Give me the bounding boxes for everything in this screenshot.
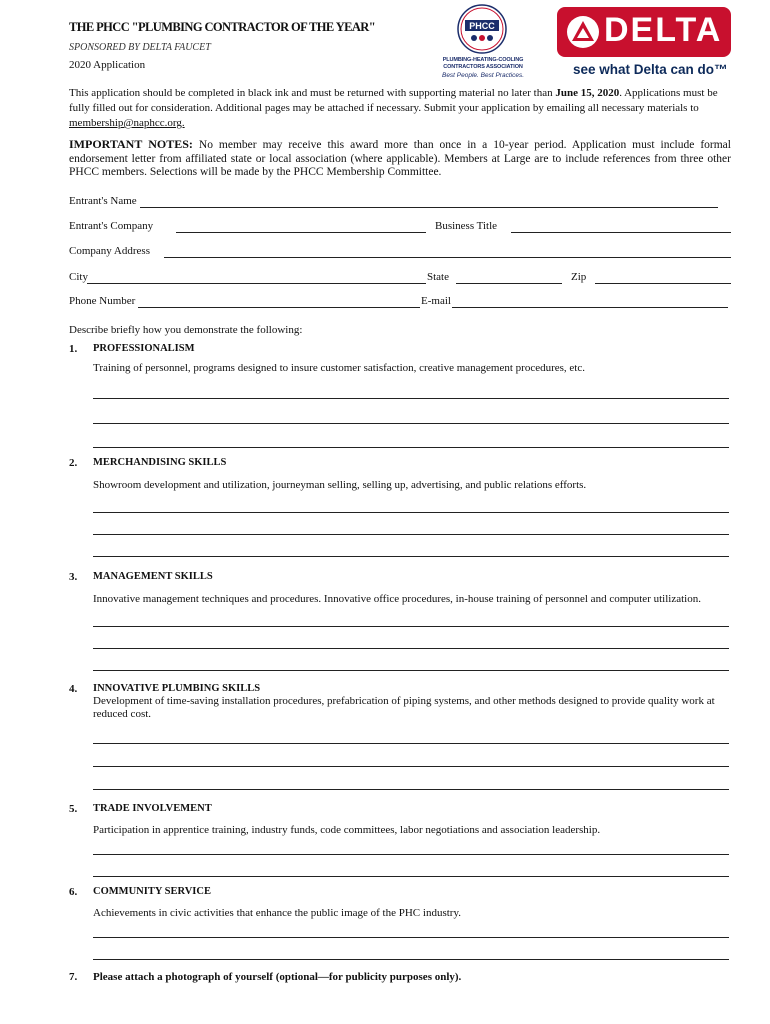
phone-number-label: Phone Number — [69, 295, 136, 307]
section-title-merchandising: MERCHANDISING SKILLS — [93, 457, 227, 468]
answer-line[interactable] — [93, 447, 729, 448]
answer-line[interactable] — [93, 670, 729, 671]
answer-line[interactable] — [93, 626, 729, 627]
section-desc-trade-involvement: Participation in apprentice training, industry funds, code committees, labor negotiations and association leadership. — [93, 824, 601, 836]
phcc-mark-text: PHCC — [469, 21, 495, 31]
section-number: 3. — [69, 571, 78, 583]
section-title-innovative-plumbing: INNOVATIVE PLUMBING SKILLS — [93, 683, 261, 694]
answer-line[interactable] — [93, 743, 729, 744]
delta-wordmark: DELTA — [604, 11, 723, 49]
notes-heading: IMPORTANT NOTES: — [69, 137, 193, 151]
form-title: THE PHCC "PLUMBING CONTRACTOR OF THE YEAR" — [69, 20, 376, 34]
answer-line[interactable] — [93, 556, 729, 557]
section-title-professionalism: PROFESSIONALISM — [93, 343, 195, 354]
city-label: City — [69, 271, 88, 283]
section-title-trade-involvement: TRADE INVOLVEMENT — [93, 803, 212, 814]
section-number: 5. — [69, 803, 78, 815]
answer-line[interactable] — [93, 937, 729, 938]
section-desc-management: Innovative management techniques and procedures. Innovative office procedures, in-house training of personnel and computer utilization. — [93, 593, 701, 605]
section-desc-community-service: Achievements in civic activities that enhance the public image of the PHC industry. — [93, 907, 461, 919]
answer-line[interactable] — [93, 789, 729, 790]
membership-email-link[interactable]: membership@naphcc.org. — [69, 117, 185, 129]
email-field[interactable] — [452, 307, 728, 308]
business-title-label: Business Title — [435, 220, 498, 232]
answer-line[interactable] — [93, 876, 729, 877]
section-desc-merchandising: Showroom development and utilization, journeyman selling, selling up, advertising, and public relations efforts. — [93, 479, 587, 491]
section-title-management: MANAGEMENT SKILLS — [93, 571, 213, 582]
entrant-name-field[interactable] — [140, 207, 718, 208]
section-title-photograph: Please attach a photograph of yourself (optional—for publicity purposes only). — [93, 971, 462, 983]
section-number: 4. — [69, 683, 78, 695]
intro-text-after: . Applications must be fully filled out for consideration. Additional pages may be attached if necessary. Submit your application by emailing all necessary materials to — [69, 87, 718, 114]
section-desc-innovative-plumbing: Development of time-saving installation procedures, prefabrication of piping systems, and other methods designed to provide quality work at reduced cost. — [93, 695, 715, 720]
entrant-company-field[interactable] — [176, 232, 426, 233]
delta-tagline: see what Delta can do™ — [573, 62, 728, 77]
entrant-name-label: Entrant's Name — [69, 195, 137, 207]
answer-line[interactable] — [93, 512, 729, 513]
state-label: State — [427, 271, 449, 283]
answer-line[interactable] — [93, 766, 729, 767]
answer-line[interactable] — [93, 959, 729, 960]
phone-number-field[interactable] — [138, 307, 420, 308]
notes-text: No member may receive this award more than once in a 10-year period. Application must include formal endorsement letter from affiliated state or local association (where applicable). Members at Large are to include references from three other PHCC members. Selections will be made by the PHCC Membership Committee. — [69, 139, 731, 178]
phcc-seal-icon — [457, 4, 507, 54]
intro-paragraph — [69, 86, 731, 131]
zip-field[interactable] — [595, 283, 731, 284]
answer-line[interactable] — [93, 534, 729, 535]
important-notes — [69, 138, 731, 180]
phcc-name-line2: CONTRACTORS ASSOCIATION — [443, 64, 523, 70]
zip-label: Zip — [571, 271, 587, 283]
section-title-community-service: COMMUNITY SERVICE — [93, 886, 211, 897]
delta-triangle-icon — [565, 15, 601, 49]
answer-line[interactable] — [93, 648, 729, 649]
section-desc-professionalism: Training of personnel, programs designed to insure customer satisfaction, creative management procedures, etc. — [93, 362, 585, 374]
application-year: 2020 Application — [69, 59, 146, 71]
section-number: 6. — [69, 886, 78, 898]
business-title-field[interactable] — [511, 232, 731, 233]
city-field[interactable] — [87, 283, 426, 284]
state-field[interactable] — [456, 283, 562, 284]
deadline-date: June 15, 2020 — [555, 87, 620, 99]
answer-line[interactable] — [93, 854, 729, 855]
answer-line[interactable] — [93, 398, 729, 399]
describe-prompt: Describe briefly how you demonstrate the following: — [69, 324, 303, 336]
sponsor-line: SPONSORED BY DELTA FAUCET — [69, 42, 211, 53]
intro-text-before: This application should be completed in black ink and must be returned with supporting material no later than — [69, 87, 556, 99]
phcc-name-line1: PLUMBING-HEATING-COOLING — [442, 57, 524, 63]
email-label: E-mail — [421, 295, 451, 307]
answer-line[interactable] — [93, 423, 729, 424]
section-number: 1. — [69, 343, 78, 355]
phcc-tagline: Best People. Best Practices. — [441, 72, 524, 79]
entrant-company-label: Entrant's Company — [69, 220, 154, 232]
company-address-label: Company Address — [69, 245, 150, 257]
section-number: 2. — [69, 457, 78, 469]
section-number: 7. — [69, 971, 78, 983]
company-address-field[interactable] — [164, 257, 731, 258]
phcc-logo — [436, 4, 530, 82]
delta-logo — [557, 7, 731, 57]
